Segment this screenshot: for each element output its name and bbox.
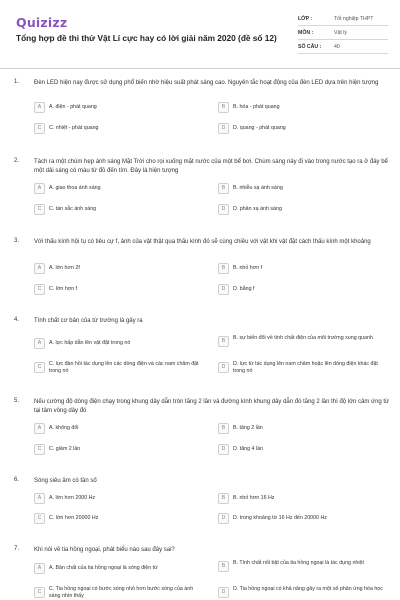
- option-text: A. lớn hơn 2f: [49, 265, 80, 271]
- meta-label: LỚP :: [298, 12, 334, 26]
- option-d[interactable]: [218, 203, 388, 217]
- option-text: D. phản xạ ánh sáng: [233, 206, 282, 212]
- option-text: B. Tính chất nổi bật của tia hồng ngoại là tác dụng nhiệt: [233, 560, 364, 566]
- question-text: Sóng siêu âm có tần số: [34, 478, 97, 484]
- option-text: A. điện - phát quang: [49, 104, 97, 110]
- option-letter: B: [218, 183, 229, 194]
- option-letter: A: [34, 563, 45, 574]
- option-text: C. giảm 2 lần: [49, 446, 81, 452]
- option-text: D. Tia hồng ngoại có khả năng gây ra một số phản ứng hóa học: [233, 586, 383, 592]
- question-number: 2.: [14, 158, 20, 164]
- option-text: C. nhiệt - phát quang: [49, 125, 99, 131]
- meta-row-subject: [298, 26, 388, 40]
- question-text: Tách ra một chùm hẹp ánh sáng Mặt Trời cho rọi xuống mặt nước của một bể bơi. Chùm sáng này đi vào trong nước tạo ra ở đáy bể một dải sáng có màu từ đỏ đến tím. Đây là hiện tượng: [34, 159, 388, 174]
- worksheet-meta: [298, 12, 388, 54]
- option-text: D. tăng 4 lần: [233, 446, 264, 452]
- option-b[interactable]: [218, 422, 388, 436]
- option-b[interactable]: [218, 182, 388, 196]
- option-letter: D: [218, 587, 229, 598]
- question-number: 3.: [14, 238, 20, 244]
- option-letter: B: [218, 423, 229, 434]
- option-c[interactable]: [34, 443, 204, 457]
- option-letter: D: [218, 284, 229, 295]
- option-letter: D: [218, 362, 229, 373]
- option-letter: D: [218, 444, 229, 455]
- option-b[interactable]: [218, 262, 388, 276]
- option-letter: B: [218, 102, 229, 113]
- option-text: C. lớn hơn 20000 Hz: [49, 515, 99, 521]
- option-b[interactable]: [218, 492, 388, 506]
- option-d[interactable]: [218, 512, 388, 526]
- option-text: C. Tia hồng ngoại có bước sóng nhỏ hơn bước sóng của ánh sáng nhìn thấy: [49, 586, 194, 599]
- option-text: B. tăng 2 lần: [233, 425, 263, 431]
- option-b[interactable]: [218, 101, 388, 115]
- question-number: 7.: [14, 546, 20, 552]
- option-letter: C: [34, 284, 45, 295]
- option-text: A. không đổi: [49, 425, 79, 431]
- option-letter: A: [34, 493, 45, 504]
- option-text: A. Bản chất của tia hồng ngoại là sóng điện từ: [49, 565, 158, 571]
- option-text: C. lớn hơn f: [49, 286, 78, 292]
- question-text: Khi nói về tia hồng ngoại, phát biểu nào sau đây sai?: [34, 547, 175, 553]
- option-text: B. sự biến đổi về tính chất điện của môi trường xung quanh: [233, 335, 373, 341]
- question-number: 6.: [14, 477, 20, 483]
- option-text: D. lực từ tác dụng lên nam châm hoặc lên dòng điện khác đặt trong nó: [233, 361, 378, 374]
- option-letter: B: [218, 493, 229, 504]
- header-divider: [0, 68, 400, 69]
- question-text: Tính chất cơ bản của từ trường là gây ra: [34, 318, 143, 324]
- option-letter: A: [34, 102, 45, 113]
- option-letter: C: [34, 587, 45, 598]
- option-c[interactable]: [34, 361, 204, 375]
- option-text: A. lớn hơn 2000 Hz: [49, 495, 96, 501]
- option-letter: A: [34, 183, 45, 194]
- option-text: B. hóa - phát quang: [233, 104, 280, 110]
- option-a[interactable]: [34, 262, 204, 276]
- option-text: A. lực hấp dẫn lên vật đặt trong nó: [49, 340, 131, 346]
- option-a[interactable]: [34, 562, 204, 576]
- meta-row-class: [298, 12, 388, 26]
- option-a[interactable]: [34, 422, 204, 436]
- option-letter: C: [34, 123, 45, 134]
- option-text: B. nhiễu xạ ánh sáng: [233, 185, 283, 191]
- option-c[interactable]: [34, 122, 204, 136]
- option-text: C. lực đàn hồi tác dụng lên các dòng điện và các nam châm đặt trong nó: [49, 361, 199, 374]
- option-b[interactable]: [218, 335, 388, 349]
- option-letter: C: [34, 513, 45, 524]
- option-d[interactable]: [218, 586, 388, 600]
- question-number: 1.: [14, 79, 20, 85]
- option-a[interactable]: [34, 492, 204, 506]
- option-text: B. nhỏ hơn 16 Hz: [233, 495, 275, 501]
- option-letter: A: [34, 263, 45, 274]
- option-text: D. trong khoảng từ 16 Hz đến 20000 Hz: [233, 515, 327, 521]
- option-a[interactable]: [34, 182, 204, 196]
- option-letter: B: [218, 336, 229, 347]
- option-c[interactable]: [34, 586, 204, 600]
- option-a[interactable]: [34, 101, 204, 115]
- option-text: D. quang - phát quang: [233, 125, 286, 131]
- option-letter: D: [218, 513, 229, 524]
- quizizz-logo: Quizizz: [16, 15, 68, 30]
- option-d[interactable]: [218, 361, 388, 375]
- question-number: 4.: [14, 317, 20, 323]
- option-letter: B: [218, 561, 229, 572]
- option-letter: C: [34, 444, 45, 455]
- option-d[interactable]: [218, 443, 388, 457]
- meta-label: SỐ CÂU :: [298, 40, 334, 54]
- option-a[interactable]: [34, 337, 204, 351]
- option-text: D. bằng f: [233, 286, 255, 292]
- option-text: C. tán sắc ánh sáng: [49, 206, 97, 212]
- meta-row-count: [298, 40, 388, 54]
- option-letter: A: [34, 423, 45, 434]
- option-letter: C: [34, 362, 45, 373]
- option-text: A. giao thoa ánh sáng: [49, 185, 101, 191]
- option-d[interactable]: [218, 283, 388, 297]
- question-text: Nếu cường độ dòng điện chạy trong khung dây dẫn tròn tăng 2 lần và đường kính khung dây dẫn đó tăng 2 lần thì độ lớn cảm ứng từ tại tâm vòng dây đó: [34, 399, 390, 414]
- option-c[interactable]: [34, 512, 204, 526]
- option-letter: B: [218, 263, 229, 274]
- option-text: B. nhỏ hơn f: [233, 265, 263, 271]
- meta-value: 40: [334, 40, 388, 54]
- worksheet-title: Tổng hợp đề thi thử Vật Lí cực hay có lời giải năm 2020 (đề số 12): [16, 33, 277, 43]
- option-letter: C: [34, 204, 45, 215]
- option-letter: D: [218, 123, 229, 134]
- option-letter: D: [218, 204, 229, 215]
- option-letter: A: [34, 338, 45, 349]
- option-d[interactable]: [218, 122, 388, 136]
- meta-value: Tốt nghiệp THPT: [334, 12, 388, 26]
- question-number: 5.: [14, 398, 20, 404]
- option-c[interactable]: [34, 283, 204, 297]
- question-text: Với thấu kính hội tụ có tiêu cự f, ảnh của vật thật qua thấu kính đó sẽ cùng chiều với vật khi vật đặt cách thấu kính một khoảng: [34, 239, 371, 245]
- meta-value: Vật lý: [334, 26, 388, 40]
- worksheet-header: [0, 0, 400, 68]
- question-text: Đèn LED hiện nay được sử dụng phổ biến nhờ hiệu suất phát sáng cao. Nguyên tắc hoạt động của đèn LED dựa trên hiện tượng: [34, 80, 379, 86]
- option-b[interactable]: [218, 560, 388, 574]
- meta-label: MÔN :: [298, 26, 334, 40]
- option-c[interactable]: [34, 203, 204, 217]
